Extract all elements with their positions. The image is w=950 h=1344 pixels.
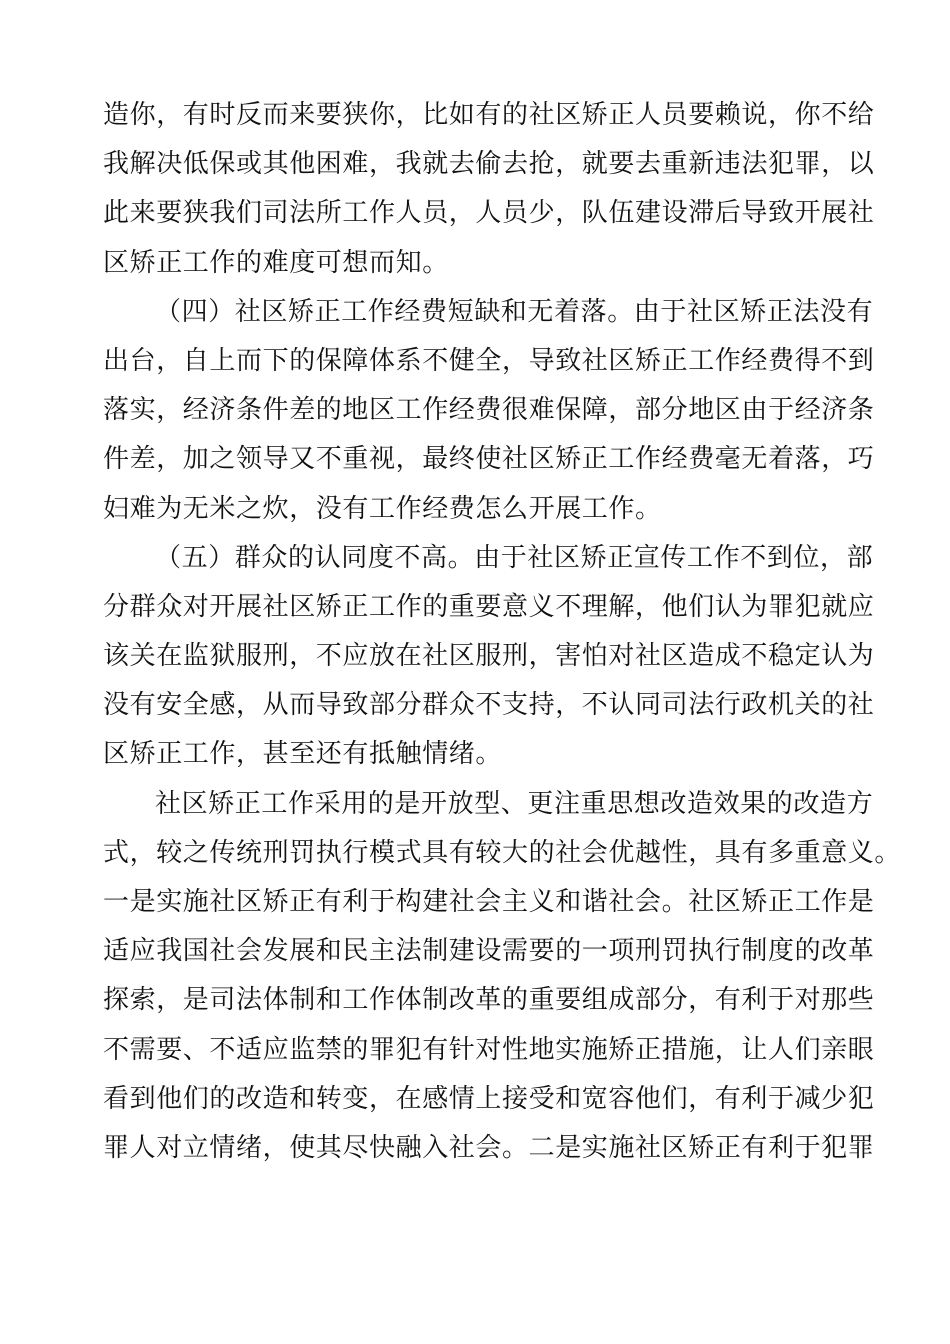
text-line: 式，较之传统刑罚执行模式具有较大的社会优越性，具有多重意义。 (103, 837, 902, 868)
text-line: 一是实施社区矫正有利于构建社会主义和谐社会。社区矫正工作是 (103, 887, 875, 917)
text-line: 罪人对立情绪，使其尽快融入社会。二是实施社区矫正有利于犯罪 (103, 1132, 875, 1163)
text-line: 探索，是司法体制和工作体制改革的重要组成部分，有利于对那些 (103, 985, 875, 1016)
text-line: 此来要狭我们司法所工作人员，人员少，队伍建设滞后导致开展社 (103, 198, 875, 229)
paragraph-start-line: （五）群众的认同度不高。由于社区矫正宣传工作不到位，部 (155, 542, 874, 573)
text-line: 没有安全感，从而导致部分群众不支持，不认同司法行政机关的社 (103, 690, 875, 721)
text-line: 区矫正工作的难度可想而知。 (103, 247, 449, 278)
text-line: 我解决低保或其他困难，我就去偷去抢，就要去重新违法犯罪，以 (103, 149, 875, 180)
text-line: 妇难为无米之炊，没有工作经费怎么开展工作。 (103, 493, 662, 524)
text-line: 出台，自上而下的保障体系不健全，导致社区矫正工作经费得不到 (103, 345, 875, 376)
text-line: 看到他们的改造和转变，在感情上接受和宽容他们，有利于减少犯 (103, 1083, 875, 1114)
text-line: 不需要、不适应监禁的罪犯有针对性地实施矫正措施，让人们亲眼 (103, 1034, 875, 1065)
body-text (103, 91, 902, 1173)
paragraph-start-line: （四）社区矫正工作经费短缺和无着落。由于社区矫正法没有 (155, 296, 874, 327)
text-line: 件差，加之领导又不重视，最终使社区矫正工作经费毫无着落，巧 (103, 444, 875, 475)
text-line: 区矫正工作，甚至还有抵触情绪。 (103, 739, 503, 770)
text-line: 造你，有时反而来要狭你，比如有的社区矫正人员要赖说，你不给 (103, 100, 875, 130)
text-line: 该关在监狱服刑，不应放在社区服刑，害怕对社区造成不稳定认为 (103, 641, 875, 672)
paragraph-start-line: 社区矫正工作采用的是开放型、更注重思想改造效果的改造方 (155, 788, 874, 819)
text-line: 适应我国社会发展和民主法制建设需要的一项刑罚执行制度的改革 (103, 936, 875, 967)
text-line: 落实，经济条件差的地区工作经费很难保障，部分地区由于经济条 (103, 395, 875, 426)
text-line: 分群众对开展社区矫正工作的重要意义不理解，他们认为罪犯就应 (103, 591, 875, 622)
